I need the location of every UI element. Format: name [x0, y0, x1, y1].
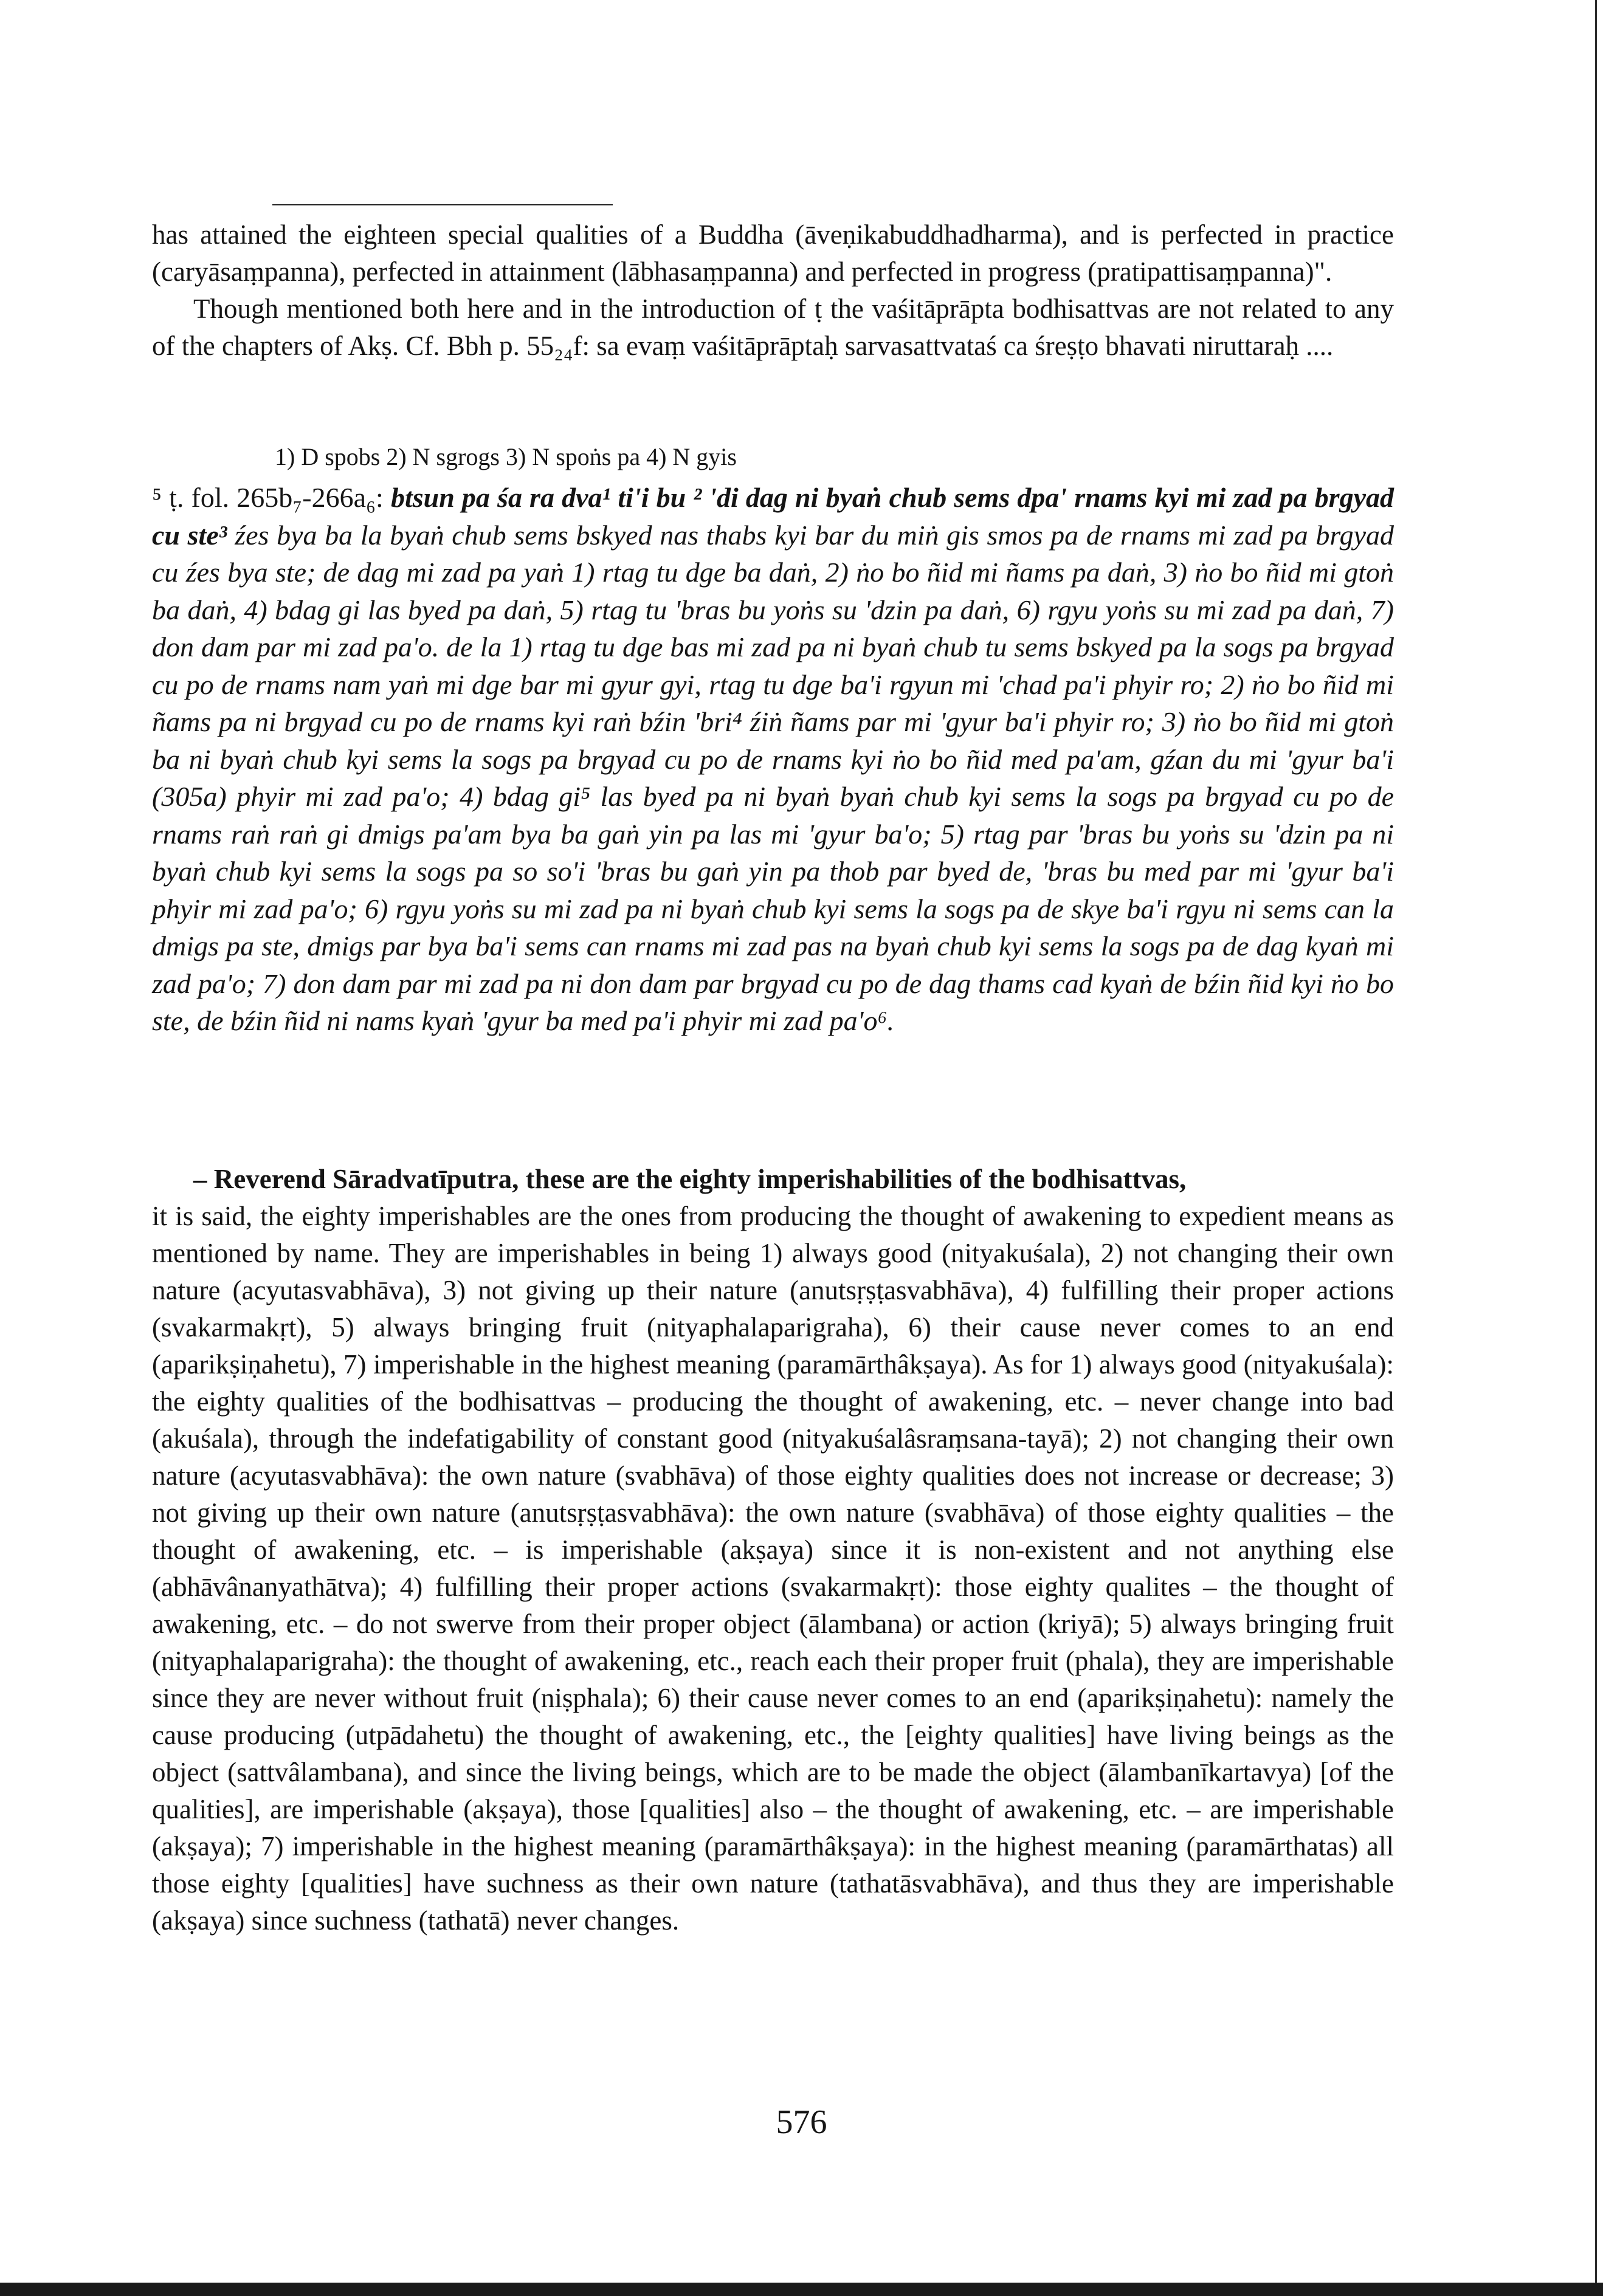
- main-translation: [152, 1161, 1394, 1939]
- main-body: it is said, the eighty imperishables are the ones from producing the thought of awakening to expedient means as mentioned by name. They are imperishables in being 1) always good (nityakuśala), 2) not changing their own nature (acyutasvabhāva), 3) not giving up their nature (anutsṛṣṭasvabhāva), 4) fulfilling their proper actions (svakarmakṛt), 5) always bringing fruit (nityaphalaparigraha), 6) their cause never comes to an end (aparikṣiṇahetu), 7) imperishable in the highest meaning (paramārthâkṣaya). As for 1) always good (nityakuśala): the eighty qualities of the bodhisattvas – producing the thought of awakening, etc. – never change into bad (akuśala), through the indefatigability of constant good (nityakuśalâsraṃsana-tayā); 2) not changing their own nature (acyutasvabhāva): the own nature (svabhāva) of those eighty qualities does not increase or decrease; 3) not giving up their own nature (anutsṛṣṭasvabhāva): the own nature (svabhāva) of those eighty qualities – the thought of awakening, etc. – is imperishable (akṣaya) since it is non-existent and not anything else (abhāvânanyathātva); 4) fulfilling their proper actions (svakarmakṛt): those eighty qualites – the thought of awakening, etc. – do not swerve from their proper object (ālambana) or action (kriyā); 5) always bringing fruit (nityaphalaparigraha): the thought of awakening, etc., reach each their proper fruit (phala), they are imperishable since they are never without fruit (niṣphala); 6) their cause never comes to an end (aparikṣiṇahetu): namely the cause producing (utpādahetu) the thought of awakening, etc., the [eighty qualities] have living beings as the object (sattvâlambana), and since the living beings, which are to be made the object (ālambanīkartavya) [of the qualities], are imperishable (akṣaya), those [qualities] also – the thought of awakening, etc. – are imperishable (akṣaya); 7) imperishable in the highest meaning (paramārthâkṣaya): in the highest meaning (paramārthatas) all those eighty [qualities] have suchness as their own nature (tathatāsvabhāva), and thus they are imperishable (akṣaya) since suchness (tathatā) never changes.: [152, 1201, 1394, 1936]
- footnote-continuation: [152, 216, 1394, 365]
- citation-bold-text: btsun pa śa ra dva¹ ti'i bu ² 'di dag ni byaṅ chub sems dpa' rnams kyi mi zad pa brgyad cu ste³: [152, 482, 1394, 551]
- main-heading: [152, 1161, 1394, 1198]
- scan-bottom-edge: [0, 2283, 1603, 2296]
- footnote-paragraph-1: has attained the eighteen special qualities of a Buddha (āveṇikabuddhadharma), and is perfected in practice (caryāsaṃpanna), perfected in attainment (lābhasaṃpanna) and perfected in progress (pratipattisaṃpanna)".: [152, 219, 1394, 287]
- tibetan-citation: [152, 479, 1394, 1040]
- footnote-paragraph-2: Though mentioned both here and in the introduction of ṭ the vaśitāprāpta bodhisattvas are not related to any of the chapters of Akṣ. Cf. Bbh p. 55₂₄f: sa evaṃ vaśitāprāptaḥ sarvasattvataś ca śreṣṭo bhavati niruttaraḥ ....: [152, 294, 1394, 361]
- main-heading-text: – Reverend Sāradvatīputra, these are the eighty imperishabilities of the bodhisattvas,: [193, 1164, 1187, 1194]
- citation-body: źes bya ba la byaṅ chub sems bskyed nas thabs kyi bar du miṅ gis smos pa de rnams mi zad pa brgyad cu źes bya ste; de dag mi zad pa yaṅ 1) rtag tu dge ba daṅ, 2) ṅo bo ñid mi ñams pa daṅ, 3) ṅo bo ñid mi gtoṅ ba daṅ, 4) bdag gi las byed pa daṅ, 5) rtag tu 'bras bu yoṅs su 'dzin pa daṅ, 6) rgyu yoṅs su mi zad pa daṅ, 7) don dam par mi zad pa'o. de la 1) rtag tu dge bas mi zad pa ni byaṅ chub tu sems bskyed pa la sogs pa brgyad cu po de rnams nam yaṅ mi dge bar mi gyur gyi, rtag tu dge ba'i rgyun mi 'chad pa'i phyir ro; 2) ṅo bo ñid mi ñams pa ni brgyad cu po de rnams kyi raṅ bźin 'bri⁴ źiṅ ñams par mi 'gyur ba'i phyir ro; 3) ṅo bo ñid mi gtoṅ ba ni byaṅ chub kyi sems la sogs pa brgyad cu po de rnams kyi ṅo bo ñid med pa'am, gźan du mi 'gyur ba'i (305a) phyir mi zad pa'o; 4) bdag gi⁵ las byed pa ni byaṅ byaṅ chub kyi sems la sogs pa brgyad cu po de rnams raṅ raṅ gi dmigs pa'am bya ba gaṅ yin pa las mi 'gyur ba'o; 5) rtag par 'bras bu yoṅs su 'dzin pa ni byaṅ chub kyi sems la sogs pa so so'i 'bras bu gaṅ yin pa thob par byed de, 'bras bu med par mi 'gyur ba'i phyir mi zad pa'o; 6) rgyu yoṅs su mi zad pa ni byaṅ chub kyi sems la sogs pa de skye ba'i rgyu ni sems can la dmigs pa ste, dmigs par bya ba'i sems can rnams mi zad pas na byaṅ chub kyi sems la sogs pa de dag kyaṅ mi zad pa'o; 7) don dam par mi zad pa ni don dam par brgyad cu po de dag thams cad kyaṅ de bźin ñid kyi ṅo bo ste, de bźin ñid ni nams kyaṅ 'gyur ba med pa'i phyir mi zad pa'o⁶.: [152, 519, 1394, 1036]
- variant-readings: 1) D spobs 2) N sgrogs 3) N spoṅs pa 4) N gyis: [275, 443, 737, 470]
- page-number: 576: [776, 2103, 827, 2141]
- footnote-rule: [272, 204, 613, 205]
- page-border-line: [1595, 0, 1597, 2285]
- citation-reference: ⁵ ṭ. fol. 265b₇-266a₆:: [152, 482, 384, 513]
